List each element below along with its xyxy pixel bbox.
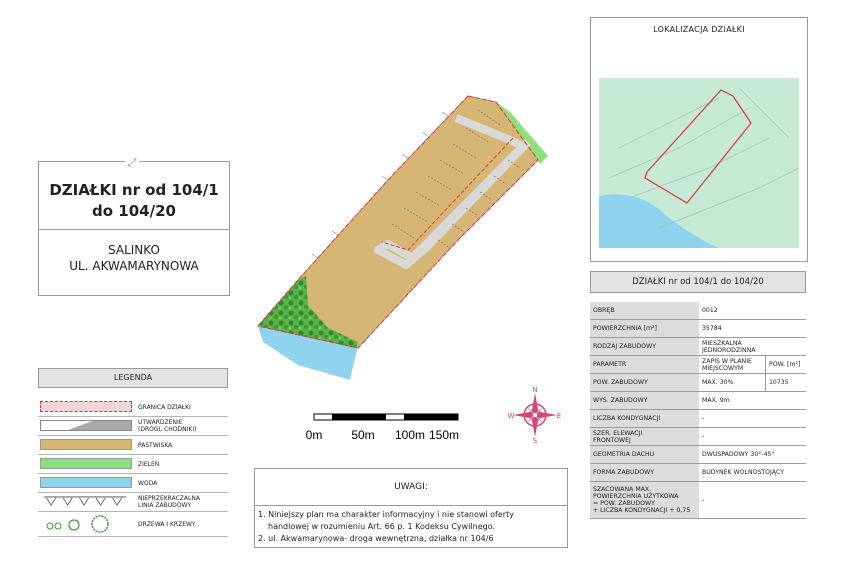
title-divider — [39, 229, 229, 230]
table-row — [590, 356, 806, 374]
scale-bar — [300, 412, 470, 447]
tree-icon — [40, 514, 130, 534]
compass-west-label: W — [508, 412, 515, 420]
legend-item-trees — [38, 512, 228, 537]
scale-bar-graphic — [300, 412, 470, 447]
table-row — [590, 338, 806, 356]
note-1-line-a: 1. Niniejszy plan ma charakter informacyjny i nie stanowi oferty — [258, 510, 514, 519]
pasture-swatch — [40, 439, 132, 450]
row-key: PARAMETR — [590, 356, 699, 374]
legend-item-pavement — [38, 417, 228, 436]
water-swatch — [40, 477, 132, 488]
info-panel — [590, 271, 806, 519]
row-key: SZER. ELEWACJI FRONTOWEJ — [590, 428, 699, 446]
compass-rose — [508, 384, 562, 444]
row-key: SZACOWANA MAX. POWIERZCHNIA UŻYTKOWA = POW. ZABUDOWY + LICZBA KONDYGNACJI + 0,75 — [590, 482, 699, 519]
row-value: DWUSPADOWY 30°-45° — [699, 446, 806, 464]
scale-label-0: 0m — [305, 428, 323, 442]
row-key: GEOMETRIA DACHU — [590, 446, 699, 464]
location-map — [599, 78, 799, 248]
legend-label: DRZEWA I KRZEWY — [138, 520, 196, 528]
legend-panel — [38, 368, 228, 537]
table-row — [590, 428, 806, 446]
table-row — [590, 374, 806, 392]
table-row — [590, 410, 806, 428]
scale-label-100: 100m — [394, 428, 426, 442]
info-table — [590, 302, 806, 519]
row-value: - — [699, 482, 806, 519]
expand-icon[interactable]: ⤢ — [125, 156, 139, 170]
scale-label-50: 50m — [351, 428, 375, 442]
row-key: FORMA ZABUDOWY — [590, 464, 699, 482]
row-key: LICZBA KONDYGNACJI — [590, 410, 699, 428]
legend-label: ZIELEŃ — [138, 460, 160, 468]
note-1-line-b: handlowej w rozumieniu Art. 66 p. 1 Kodeksu Cywilnego. — [268, 522, 496, 531]
row-key: POW. ZABUDOWY — [590, 374, 699, 392]
notes-body — [255, 506, 567, 544]
row-value-2: POW. [m²] — [766, 356, 807, 374]
notes-header: UWAGI: — [255, 469, 567, 506]
legend-label: NIEPRZEKRACZALNA LINIA ZABUDOWY — [138, 495, 200, 509]
title-panel — [38, 156, 230, 296]
table-row — [590, 320, 806, 338]
location-subtitle — [39, 242, 229, 274]
subtitle-line-1: SALINKO — [108, 243, 160, 257]
row-value: MAX. 9m — [699, 392, 806, 410]
scale-label-150: 150m — [428, 428, 460, 442]
row-value: MAX. 30% — [699, 374, 766, 392]
row-value: BUDYNEK WOLNOSTOJĄCY — [699, 464, 806, 482]
legend-header: LEGENDA — [38, 368, 228, 388]
row-value: ZAPIS W PLANIE MIEJSCOWYM — [699, 356, 766, 374]
row-key: OBRĘB — [590, 302, 699, 320]
row-value: - — [699, 428, 806, 446]
table-row — [590, 464, 806, 482]
compass-center — [533, 413, 537, 417]
row-key: WYS. ZABUDOWY — [590, 392, 699, 410]
legend-item-building-line — [38, 493, 228, 512]
compass-north-label: N — [532, 386, 538, 394]
title-line-1: DZIAŁKI nr od 104/1 — [49, 181, 219, 199]
row-value: 0012 — [699, 302, 806, 320]
notes-panel — [254, 468, 568, 548]
row-value: - — [699, 410, 806, 428]
row-key: POWIERZCHNIA [m²] — [590, 320, 699, 338]
legend-label: GRANICA DZIAŁKI — [138, 403, 191, 411]
triangle-line-icon — [40, 496, 130, 507]
site-plan-map — [238, 80, 583, 380]
legend-label: PASTWISKA — [138, 441, 173, 449]
location-title: LOKALIZACJA DZIAŁKI — [653, 25, 745, 34]
info-header: DZIAŁKI nr od 104/1 do 104/20 — [590, 271, 806, 293]
title-line-2: do 104/20 — [92, 202, 176, 220]
row-value: MIESZKALNA JEDNORODZINNA — [699, 338, 806, 356]
legend-label: UTWARDZENIE (DROGI, CHODNIKI) — [138, 419, 197, 433]
compass-east-label: E — [556, 412, 562, 420]
legend-item-pasture — [38, 436, 228, 455]
legend-item-water — [38, 474, 228, 493]
green-swatch — [40, 458, 132, 469]
note-2: 2. ul. Akwamarynowa- droga wewnętrzna, działka nr 104/6 — [258, 534, 494, 543]
pavement-swatch — [40, 420, 132, 431]
location-panel — [590, 17, 808, 262]
row-value-2: 10735 — [766, 374, 807, 392]
legend-item-boundary — [38, 398, 228, 417]
compass-south-label: S — [532, 437, 538, 444]
row-value: 35784 — [699, 320, 806, 338]
scale-segment-3 — [404, 414, 458, 420]
table-row — [590, 446, 806, 464]
subtitle-line-2: UL. AKWAMARYNOWA — [69, 259, 199, 273]
table-row — [590, 482, 806, 519]
table-row — [590, 392, 806, 410]
row-key: RODZAJ ZABUDOWY — [590, 338, 699, 356]
legend-item-green — [38, 455, 228, 474]
legend-label: WODA — [138, 479, 158, 487]
scale-segment-1 — [332, 414, 350, 420]
scale-segment-2 — [350, 414, 386, 420]
table-row — [590, 302, 806, 320]
boundary-swatch — [40, 401, 132, 412]
page-title — [39, 180, 229, 222]
